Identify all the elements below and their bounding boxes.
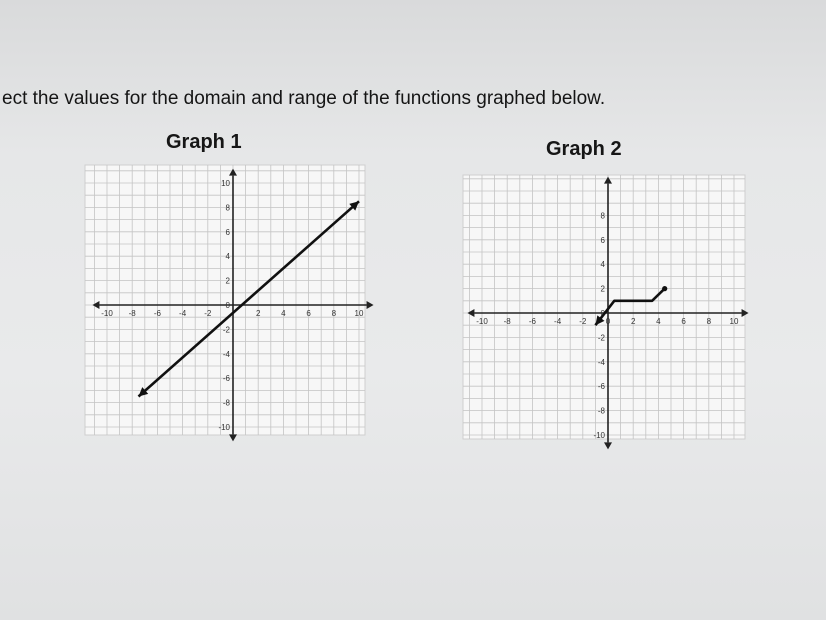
g1-x-tick-label: -6 xyxy=(153,309,161,318)
g1-x-tick-label: -4 xyxy=(179,309,187,318)
g2-y-tick-label: 8 xyxy=(600,211,605,221)
g2-axis-arrow xyxy=(604,442,612,449)
g1-y-tick-label: -2 xyxy=(222,325,230,335)
g2-y-tick-label: -8 xyxy=(597,406,605,416)
g2-y-tick-label: -6 xyxy=(597,382,605,392)
g1-y-tick-label: -10 xyxy=(218,423,230,432)
g2-x-tick-label: -4 xyxy=(554,317,562,326)
g2-x-tick-label: -8 xyxy=(503,317,511,326)
g2-x-tick-label: 8 xyxy=(706,317,712,326)
g2-x-tick-label: -10 xyxy=(476,317,488,326)
graph2-chart xyxy=(463,175,745,439)
g2-y-tick-label: 0 xyxy=(600,309,605,318)
g2-x-tick-label: 0 xyxy=(605,317,611,326)
g2-x-tick-label: 10 xyxy=(729,317,739,326)
g2-x-tick-label: 4 xyxy=(656,317,661,326)
g1-x-tick-label: 8 xyxy=(331,309,337,318)
g1-x-tick-label: -2 xyxy=(204,309,212,318)
g1-y-tick-label: 10 xyxy=(221,179,230,188)
g2-y-tick-label: 6 xyxy=(600,235,605,245)
g2-x-tick-label: -6 xyxy=(528,317,536,326)
g2-y-tick-label: -4 xyxy=(597,357,605,367)
g1-y-tick-label: 8 xyxy=(225,203,230,213)
g1-x-tick-label: 6 xyxy=(306,309,311,318)
g2-series-endpoint xyxy=(662,286,667,291)
g2-x-tick-label: 2 xyxy=(630,317,636,326)
g2-y-tick-label: 2 xyxy=(600,284,605,294)
g1-x-tick-label: 4 xyxy=(281,309,286,318)
g1-y-tick-label: 2 xyxy=(225,276,230,286)
g1-y-tick-label: 4 xyxy=(225,252,230,262)
g1-x-tick-label: 10 xyxy=(354,309,364,318)
g1-axis-arrow xyxy=(367,301,374,309)
g1-axis-arrow xyxy=(229,434,237,441)
g2-x-tick-label: 6 xyxy=(681,317,686,326)
g1-y-tick-label: -6 xyxy=(222,374,230,384)
g1-x-tick-label: 2 xyxy=(255,309,261,318)
g1-y-tick-label: -8 xyxy=(222,398,230,408)
graph1-title: Graph 1 xyxy=(166,131,242,153)
g1-x-tick-label: -8 xyxy=(128,309,136,318)
g1-y-tick-label: 0 xyxy=(225,301,230,310)
question-text: ect the values for the domain and range of the functions graphed below. xyxy=(2,88,606,109)
g2-y-tick-label: -10 xyxy=(593,431,605,440)
g2-x-tick-label: -2 xyxy=(579,317,587,326)
graph1-chart xyxy=(85,165,365,435)
g1-y-tick-label: 6 xyxy=(225,227,230,237)
g2-y-tick-label: -2 xyxy=(597,333,605,343)
g1-y-tick-label: -4 xyxy=(222,349,230,359)
graph2-title: Graph 2 xyxy=(546,138,622,160)
g1-x-tick-label: -10 xyxy=(101,309,113,318)
g2-y-tick-label: 4 xyxy=(600,260,605,270)
